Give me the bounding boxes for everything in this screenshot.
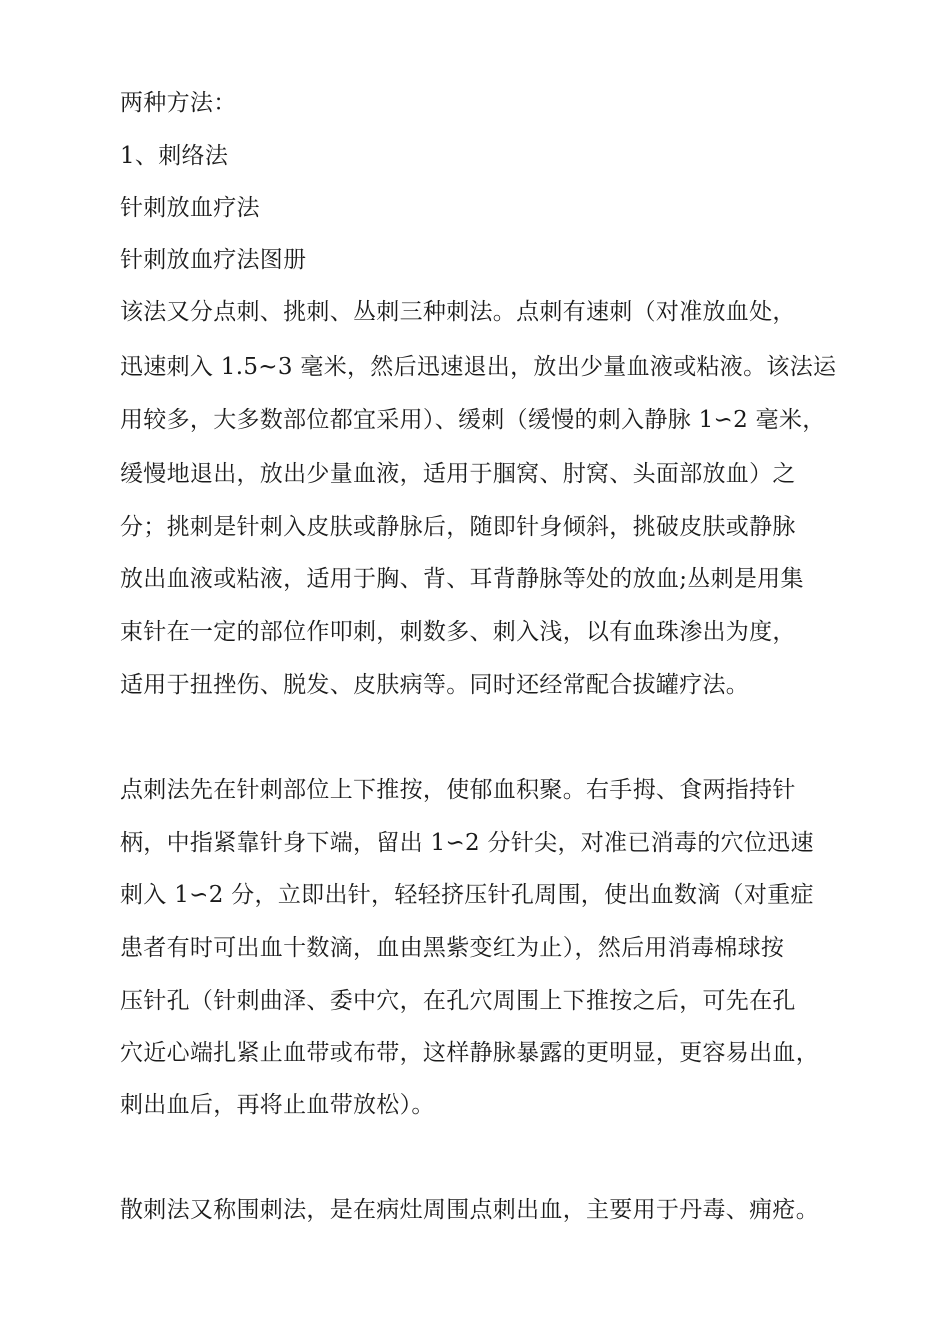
- paragraph-2-line: 穴近心端扎紧止血带或布带，这样静脉暴露的更明显，更容易出血，: [120, 1040, 819, 1066]
- section-1-heading: 1、刺络法: [120, 143, 229, 169]
- paragraph-1-line: 该法又分点刺、挑刺、丛刺三种刺法。点刺有速刺（对准放血处，: [120, 299, 796, 325]
- paragraph-1-line: 迅速刺入 1.5~3 毫米，然后迅速退出，放出少量血液或粘液。该法运: [120, 354, 837, 380]
- methods-intro-heading: 两种方法：: [120, 90, 237, 116]
- paragraph-2-line: 刺出血后，再将止血带放松）。: [120, 1092, 435, 1118]
- paragraph-2-line: 点刺法先在针刺部位上下推按，使郁血积聚。右手拇、食两指持针: [120, 777, 796, 803]
- subtitle-heading: 针刺放血疗法: [120, 195, 260, 221]
- paragraph-1-line: 缓慢地退出，放出少量血液，适用于腘窝、肘窝、头面部放血）之: [120, 461, 796, 487]
- paragraph-1-line: 放出血液或粘液，适用于胸、背、耳背静脉等处的放血;丛刺是用集: [120, 566, 804, 592]
- paragraph-2-line: 柄，中指紧靠针身下端，留出 1∽2 分针尖，对准已消毒的穴位迅速: [120, 830, 814, 856]
- paragraph-1-line: 用较多，大多数部位都宜采用）、缓刺（缓慢的刺入静脉 1∽2 毫米，: [120, 407, 826, 433]
- paragraph-3-line: 散刺法又称围刺法，是在病灶周围点刺出血，主要用于丹毒、痈疮。: [120, 1197, 819, 1223]
- figure-caption: 针刺放血疗法图册: [120, 247, 307, 273]
- paragraph-1-line: 分；挑刺是针刺入皮肤或静脉后，随即针身倾斜，挑破皮肤或静脉: [120, 514, 796, 540]
- paragraph-2-line: 患者有时可出血十数滴，血由黑紫变红为止），然后用消毒棉球按: [120, 935, 785, 961]
- paragraph-2-line: 压针孔（针刺曲泽、委中穴，在孔穴周围上下推按之后，可先在孔: [120, 988, 796, 1014]
- paragraph-2-line: 刺入 1∽2 分，立即出针，轻轻挤压针孔周围，使出血数滴（对重症: [120, 882, 814, 908]
- paragraph-1-line: 束针在一定的部位作叩刺，刺数多、刺入浅，以有血珠渗出为度，: [120, 619, 796, 645]
- paragraph-1-line: 适用于扭挫伤、脱发、皮肤病等。同时还经常配合拔罐疗法。: [120, 672, 750, 698]
